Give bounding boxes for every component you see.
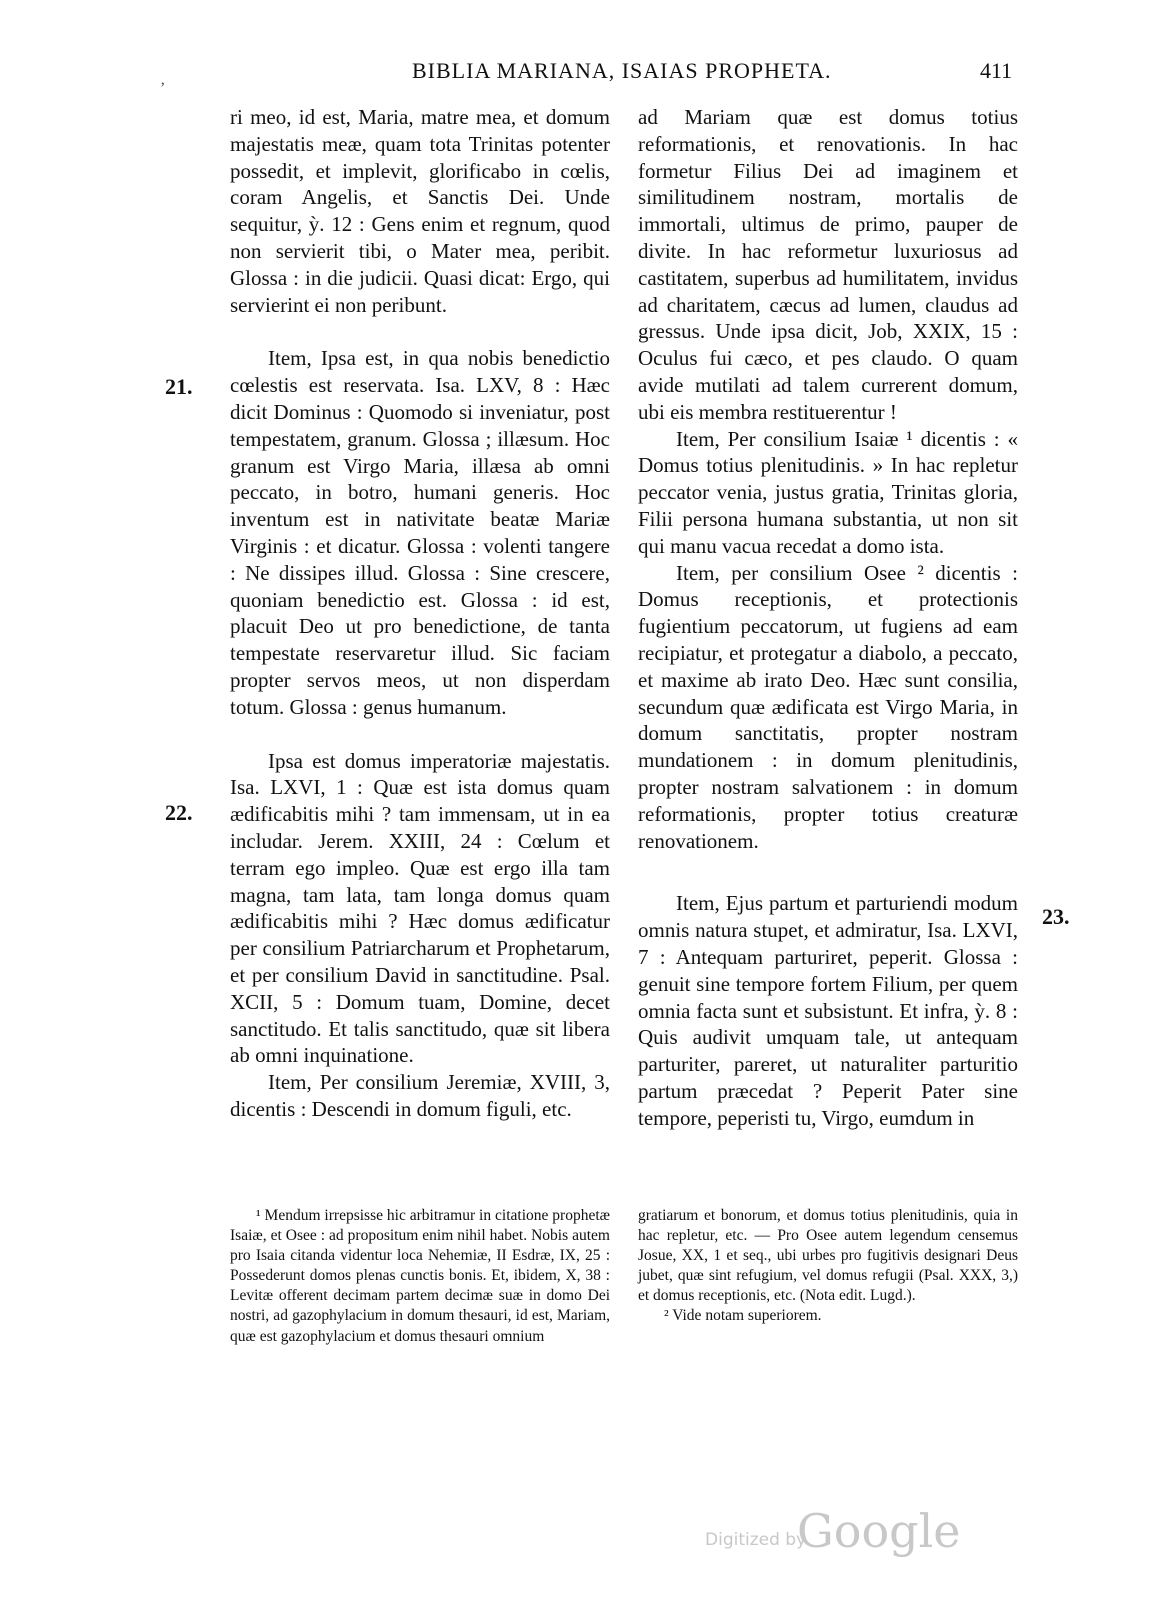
- paragraph: Ipsa est domus imperatoriæ majestatis. Isa. LXVI, 1 : Quæ est ista domus quam ædificabitis mihi ? tam immensam, ut in ea includar. Jerem. XXIII, 24 : Cœlum et terram ego impleo. Quæ est ergo illa tam magna, tam lata, tam longa domus quam ædificabitis mihi ? Hæc domus ædificatur per consilium Patriarcharum et Prophetarum, et per consilium David in sanctitudine. Psal. XCII, 5 : Domum tuam, Domine, decet sanctitudo. Et talis sanctitudo, quæ sit libera ab omni inquinatione.: [230, 748, 610, 1068]
- section-number-23: 23.: [1042, 904, 1070, 929]
- page-number: 411: [980, 58, 1013, 83]
- paragraph: Item, per consilium Osee ² dicentis : Domus receptionis, et protectionis fugientium peccatorum, ut fugiens ad eam recipiatur, et protegatur a diabolo, a peccato, et maxime ab irato Deo. Hæc sunt consilia, secundum quæ ædificata est Virgo Maria, in domum sanctitatis, propter nostram mundationem : in domum plenitudinis, propter nostram salvationem : in domum reformationis, propter totius creaturæ renovationem.: [638, 560, 1018, 853]
- paragraph: Item, Per consilium Isaiæ ¹ dicentis : « Domus totius plenitudinis. » In hac repletur peccator venia, justus gratia, Trinitas gloria, Filii persona humana substantia, ut non sit qui manu vacua recedat a domo ista.: [638, 426, 1018, 558]
- paragraph: ad Mariam quæ est domus totius reformationis, et renovationis. In hac formetur Filius Dei ad imaginem et similitudinem nostram, mortalis de immortali, ultimus de primo, pauper de divite. In hac reformetur luxuriosus ad castitatem, superbus ad humilitatem, invidus ad charitatem, cæcus ad lumen, claudus ad gressus. Unde ipsa dicit, Job, XXIX, 15 : Oculus fui cæco, et pes claudo. O quam avide mutilati ad talem currerent domum, ubi eis membra restituerentur !: [638, 105, 1018, 424]
- watermark-prefix: Digitized by: [705, 1530, 807, 1550]
- footnote: ² Vide notam superiorem.: [664, 1307, 822, 1325]
- page-header: [0, 58, 1168, 92]
- paragraph: Item, Ipsa est, in qua nobis benedictio cœlestis est reservata. Isa. LXV, 8 : Hæc dicit Dominus : Quomodo si inveniatur, post tempestatem, granum. Glossa ; illæsum. Hoc granum est Virgo Maria, illæsa ab omni peccato, in botro, humani generis. Hoc inventum est in nativitate beatæ Mariæ Virginis : et dicatur. Glossa : volenti tangere : Ne dissipes illud. Glossa : Sine crescere, quoniam benedictio est. Glossa : id est, placuit Deo ut pro benedictione, de tanta tempestate reservaretur illud. Sic faciam propter servos meos, ut non disperdam totum. Glossa : genus humanum.: [230, 346, 610, 719]
- footnotes-right: [638, 1206, 1018, 1327]
- footnote: gratiarum et bonorum, et domus totius plenitudinis, quia in hac repletur, etc. — Pro Osee autem legendum censemus Josue, XX, 1 et seq., ubi urbes pro fugitivis designari Deus jubet, quæ sint refugium, vel domus refugii (Psal. XXX, 3,) et domus receptionis, etc. (Nota edit. Lugd.).: [638, 1207, 1018, 1305]
- paragraph: ri meo, id est, Maria, matre mea, et domum majestatis meæ, quam tota Trinitas potenter possedit, et implevit, glorificabo in cœlis, coram Angelis, et Sanctis Dei. Unde sequitur, ỳ. 12 : Gens enim et regnum, quod non servierit tibi, o Mater mea, peribit. Glossa : in die judicii. Quasi dicat: Ergo, qui servierint ei non peribunt.: [230, 105, 610, 317]
- digitized-watermark: [705, 1504, 961, 1562]
- right-column: [638, 104, 1018, 1131]
- section-number-22: 22.: [165, 800, 193, 825]
- left-column: [230, 104, 610, 1123]
- google-logo: Google: [797, 1504, 961, 1558]
- margin-mark: ʼ: [160, 80, 166, 97]
- footnote: ¹ Mendum irrepsisse hic arbitramur in citatione prophetæ Isaiæ, et Osee : ad propositum enim nihil habet. Nobis autem pro Isaia citanda videntur loca Nehemiæ, II Esdræ, IX, 25 : Possederunt domos plenas cunctis bonis. Et, ibidem, X, 38 : Levitæ offerent decimam partem decimæ suæ in domo Dei nostri, ad gazophylacium in domum thesauri, id est, Mariam, quæ est gazophylacium et domus thesauri omnium: [230, 1207, 610, 1345]
- section-number-21: 21.: [165, 374, 193, 399]
- footnotes-left: [230, 1206, 610, 1347]
- paragraph: Item, Per consilium Jeremiæ, XVIII, 3, dicentis : Descendi in domum figuli, etc.: [230, 1070, 610, 1121]
- running-title: BIBLIA MARIANA, ISAIAS PROPHETA.: [412, 58, 832, 83]
- paragraph: Item, Ejus partum et parturiendi modum omnis natura stupet, et admiratur, Isa. LXVI, 7 : Antequam parturiret, peperit. Glossa : genuit sine tempore fortem Filium, per quem omnia facta sunt et subsistunt. Et infra, ỳ. 8 : Quis audivit umquam tale, ut antequam parturiter, pareret, ut naturaliter parturitio partum præcedat ? Peperit Pater sine tempore, peperisti tu, Virgo, eumdum in: [638, 891, 1018, 1130]
